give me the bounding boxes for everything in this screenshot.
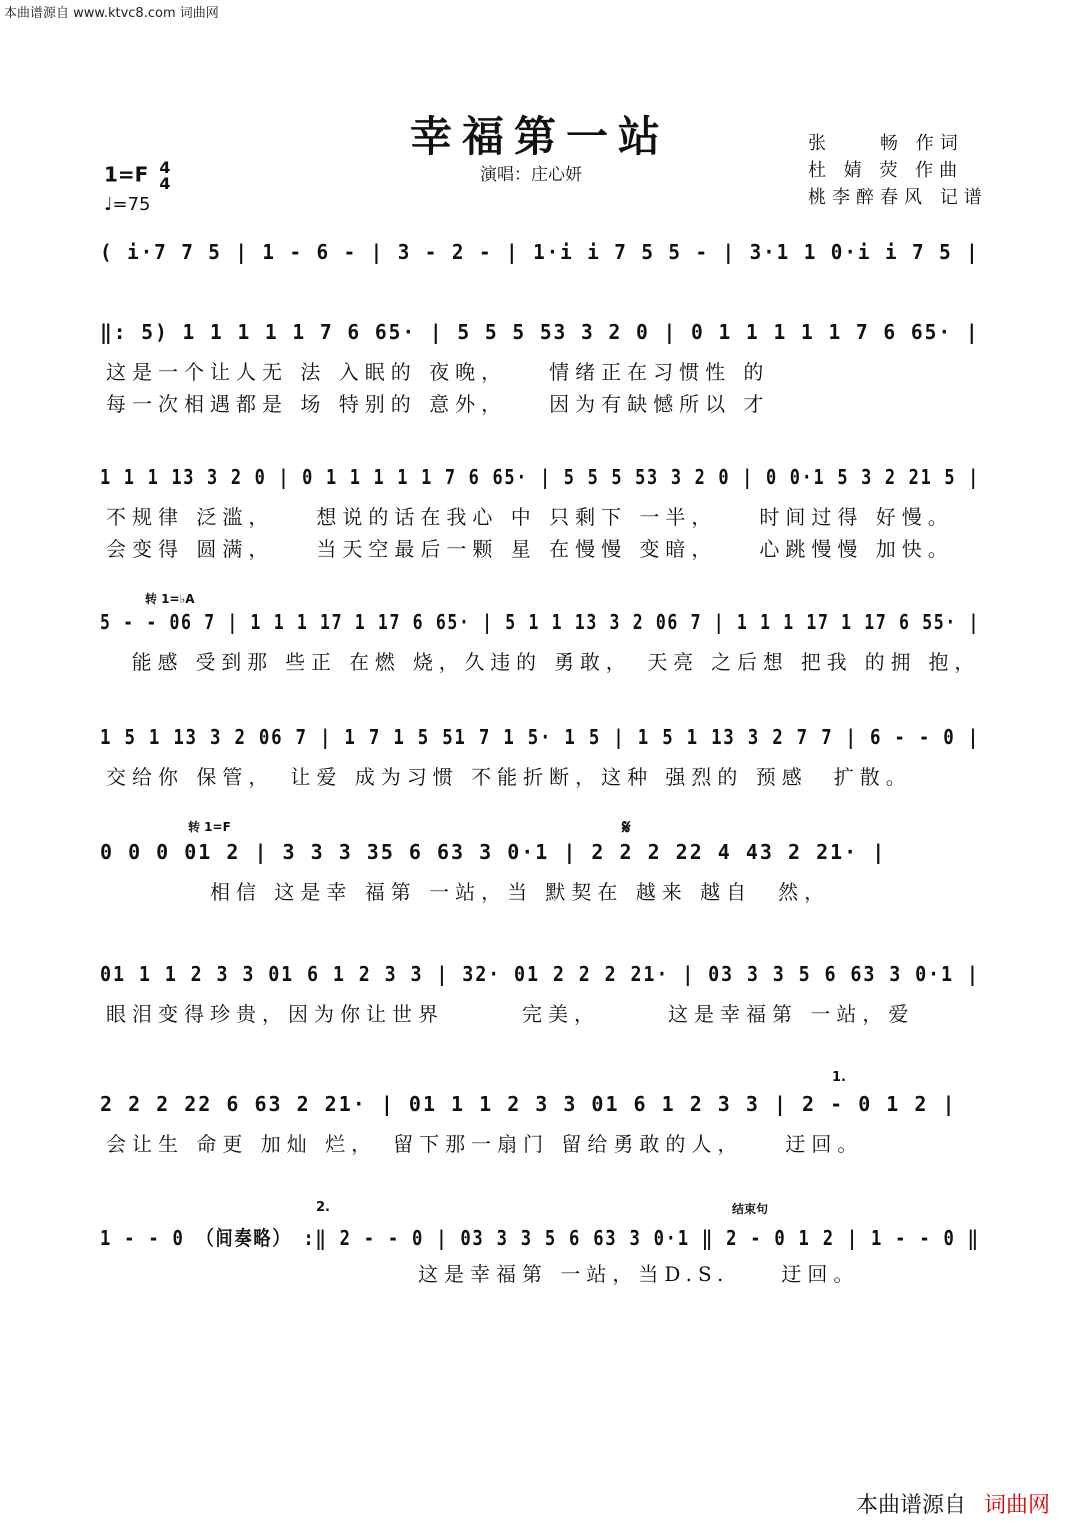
notes: 5 - - 06 7 | 1 1 1 17 1 17 6 65· | 5 1 1 13 3 2 06 7 | 1 1 1 17 1 17 6 55· | [100,610,981,634]
credits [808,130,988,211]
time-signature: 4 4 [159,158,171,193]
lyric-line: 不规律 泛滥， 想说的话在我心 中 只剩下 一半， 时间过得 好慢。 [106,505,954,529]
key-signature: 1=F 4 4 [104,158,171,193]
notes: 0 0 0 01 2 | 3 3 3 35 6 63 3 0·1 | 2 2 2 22 4 43 2 21· | [100,840,887,864]
source-label: 本曲谱源自 www.ktvc8.com 词曲网 [4,6,219,21]
footer-source: 本曲谱源自 [855,1493,966,1518]
notes: ( i·7 7 5 | 1 - 6 - | 3 - 2 - | 1·i i 7 5 5 - | 3·1 1 0·i i 7 5 | [100,240,980,264]
lyric-line: 这是幸福第 一站，当D.S. 迂回。 [106,1262,860,1286]
lyric-line: 相信 这是幸 福第 一站，当 默契在 越来 越自 然， [106,880,831,904]
lyric-line: 会让生 命更 加灿 烂， 留下那一扇门 留给勇敢的人， 迂回。 [106,1132,864,1156]
lyricist: 张 畅 作词 [808,133,964,154]
lyric-line: 这是一个让人无 法 入眠的 夜晚， 情绪正在习惯性 的 [106,360,770,384]
notes: 2 2 2 22 6 63 2 21· | 01 1 1 2 3 3 01 6 1 2 3 3 | 2 - 0 1 2 | [100,1092,957,1116]
volta1-marker: 1. [832,1070,846,1085]
lyric-line: 交给你 保管， 让爱 成为习惯 不能折断，这种 强烈的 预感 扩散。 [106,765,912,789]
lyric-line: 每一次相遇都是 场 特别的 意外， 因为有缺憾所以 才 [106,392,770,416]
notes: 1 - - 0 （间奏略） :‖ 2 - - 0 | 03 3 3 5 6 63 3 0·1 ‖ 2 - 0 1 2 | 1 - - 0 ‖ [100,1226,980,1250]
modulation-marker: 转 1=♭A [145,592,195,606]
lyric-line: 眼泪变得珍贵，因为你让世界 完美， 这是幸福第 一站，爱 [106,1002,915,1026]
modulation-marker: 转 1=F [188,820,231,834]
lyric-line: 会变得 圆满， 当天空最后一颗 星 在慢慢 变暗， 心跳慢慢 加快。 [106,537,954,561]
song-title: 幸福第一站 [409,112,670,161]
lyric-line: 能感 受到那 些正 在燃 烧，久违的 勇敢， 天亮 之后想 把我 的拥 抱， [106,650,981,674]
singer: 演唱：庄心妍 [480,165,582,185]
footer [856,1488,1050,1519]
segno-marker: 𝄋 [622,815,631,839]
notes: ‖: 5) 1 1 1 1 1 7 6 65· | 5 5 5 53 3 2 0 | 0 1 1 1 1 1 7 6 65· | [100,320,980,344]
composer: 杜 婧 荧 作曲 [808,160,964,181]
notes: 01 1 1 2 3 3 01 6 1 2 3 3 | 32· 01 2 2 2 21· | 03 3 3 5 6 63 3 0·1 | [100,962,980,986]
footer-site: 词曲网 [983,1493,1050,1518]
volta2-marker: 2. [316,1200,330,1215]
tempo: ♩=75 [104,194,151,215]
notes: 1 5 1 13 3 2 06 7 | 1 7 1 5 51 7 1 5· 1 5 | 1 5 1 13 3 2 7 7 | 6 - - 0 | [100,725,980,749]
transcriber: 桃李醉春风 记谱 [808,187,988,208]
ending-marker: 结束句 [732,1202,769,1216]
notes: 1 1 1 13 3 2 0 | 0 1 1 1 1 1 7 6 65· | 5 5 5 53 3 2 0 | 0 0·1 5 3 2 21 5 | [100,465,981,489]
